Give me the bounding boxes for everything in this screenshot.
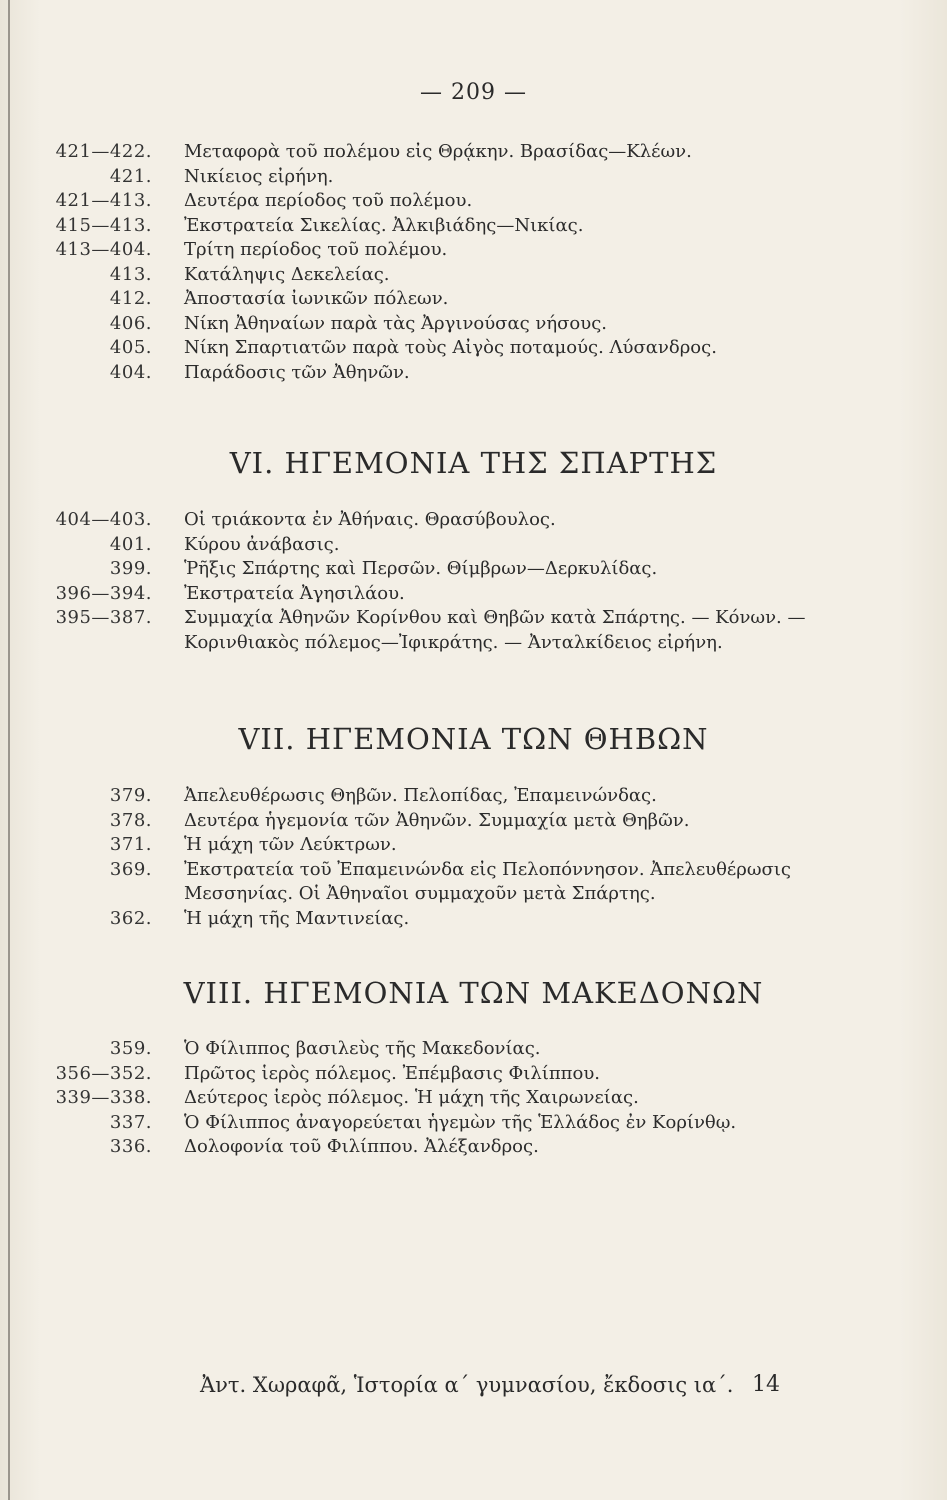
list-item	[40, 858, 900, 907]
entries-section-8	[40, 1037, 900, 1160]
list-item	[40, 784, 900, 809]
entry-year: 421—422.	[55, 141, 152, 162]
page-number: — 209 —	[420, 80, 527, 105]
entry-year: 412.	[109, 288, 152, 309]
section-heading-6: VI. ΗΓΕΜΟΝΙΑ ΤΗΣ ΣΠΑΡΤΗΣ	[229, 446, 718, 480]
list-item	[40, 1037, 900, 1062]
list-item	[40, 606, 900, 655]
list-item	[40, 582, 900, 607]
list-item	[40, 809, 900, 834]
entry-text: Ἀπελευθέρωσις Θηβῶν. Πελοπίδας, Ἐπαμεινώνδας.	[184, 785, 657, 806]
entries-section-7	[40, 784, 900, 931]
list-item	[40, 1062, 900, 1087]
entry-year: 404—403.	[55, 509, 152, 530]
list-item	[40, 238, 900, 263]
entry-year: 395—387.	[55, 607, 152, 628]
entry-year: 379.	[109, 785, 152, 806]
list-item	[40, 336, 900, 361]
footer-citation: Ἀντ. Χωραφᾶ, Ἱστορία α΄ γυμνασίου, ἔκδοσις ια΄.	[200, 1373, 734, 1397]
entry-year: 406.	[109, 312, 152, 334]
entry-text: Ἀποστασία ἰωνικῶν πόλεων.	[184, 288, 449, 309]
entry-year: 415—413.	[55, 214, 152, 236]
list-item	[40, 287, 900, 312]
entry-year: 396—394.	[55, 582, 152, 604]
entry-text: Μεταφορὰ τοῦ πολέμου εἰς Θρᾴκην. Βρασίδας—Κλέων.	[184, 141, 692, 162]
entry-text: Ἐκστρατεία Σικελίας. Ἀλκιβιάδης—Νικίας.	[184, 214, 584, 236]
entry-text: Παράδοσις τῶν Ἀθηνῶν.	[184, 361, 410, 383]
entry-year: 413.	[109, 263, 152, 285]
entry-text: Πρῶτος ἱερὸς πόλεμος. Ἐπέμβασις Φιλίππου.	[184, 1062, 600, 1084]
list-item	[40, 189, 900, 214]
list-item	[40, 263, 900, 288]
entry-year: 378.	[109, 809, 152, 831]
list-item	[40, 907, 900, 932]
entry-text: Ἐκστρατεία Ἀγησιλάου.	[184, 582, 405, 604]
entry-year: 401.	[109, 533, 152, 555]
list-item	[40, 165, 900, 190]
entry-text: Κύρου ἀνάβασις.	[184, 533, 340, 555]
entry-text: Δεύτερος ἱερὸς πόλεμος. Ἡ μάχη τῆς Χαιρωνείας.	[184, 1087, 639, 1108]
entry-text: Νίκη Ἀθηναίων παρὰ τὰς Ἀργινούσας νήσους.	[184, 312, 607, 334]
entry-text: Συμμαχία Ἀθηνῶν Κορίνθου καὶ Θηβῶν κατὰ Σπάρτης. — Κόνων. — Κορινθιακὸς πόλεμος—Ἰφικράτης. — Ἀνταλκίδειος εἰρήνη.	[184, 607, 806, 653]
entry-year: 399.	[109, 558, 152, 579]
entry-text: Τρίτη περίοδος τοῦ πολέμου.	[184, 239, 448, 260]
entry-year: 336.	[109, 1136, 152, 1157]
list-item	[40, 833, 900, 858]
list-item	[40, 361, 900, 386]
entry-year: 359.	[109, 1038, 152, 1059]
entry-text: Ὁ Φίλιππος ἀναγορεύεται ἡγεμὼν τῆς Ἑλλάδος ἐν Κορίνθῳ.	[184, 1111, 737, 1133]
section-heading-8: VIII. ΗΓΕΜΟΝΙΑ ΤΩΝ ΜΑΚΕΔΟΝΩΝ	[183, 976, 764, 1010]
entries-section-5	[40, 140, 900, 385]
list-item	[40, 533, 900, 558]
entry-text: Ἐκστρατεία τοῦ Ἐπαμεινώνδα εἰς Πελοπόννησον. Ἀπελευθέρωσις Μεσσηνίας. Οἱ Ἀθηναῖοι συμμαχοῦν μετὰ Σπάρτης.	[184, 858, 791, 904]
entry-text: Δευτέρα περίοδος τοῦ πολέμου.	[184, 190, 473, 211]
entry-year: 421—413.	[55, 190, 152, 211]
entries-section-6	[40, 508, 900, 655]
entry-text: Ὁ Φίλιππος βασιλεὺς τῆς Μακεδονίας.	[184, 1038, 541, 1059]
entry-text: Κατάληψις Δεκελείας.	[184, 263, 390, 285]
entry-year: 362.	[109, 907, 152, 929]
entry-year: 413—404.	[55, 239, 152, 260]
list-item	[40, 140, 900, 165]
list-item	[40, 557, 900, 582]
entry-year: 339—338.	[55, 1087, 152, 1108]
entry-year: 404.	[109, 361, 152, 383]
entry-text: Νικίειος εἰρήνη.	[184, 165, 334, 187]
list-item	[40, 214, 900, 239]
entry-year: 337.	[109, 1111, 152, 1133]
list-item	[40, 1086, 900, 1111]
entry-text: Οἱ τριάκοντα ἐν Ἀθήναις. Θρασύβουλος.	[184, 509, 556, 530]
entry-year: 356—352.	[55, 1062, 152, 1084]
entry-year: 371.	[109, 834, 152, 855]
entry-year: 421.	[109, 165, 152, 187]
list-item	[40, 1135, 900, 1160]
sheet-number: 14	[752, 1372, 780, 1397]
entry-year: 405.	[109, 337, 152, 358]
list-item	[40, 508, 900, 533]
section-heading-7: VII. ΗΓΕΜΟΝΙΑ ΤΩΝ ΘΗΒΩΝ	[238, 722, 709, 756]
entry-text: Δολοφονία τοῦ Φιλίππου. Ἀλέξανδρος.	[184, 1136, 539, 1157]
entry-text: Ἡ μάχη τῶν Λεύκτρων.	[184, 834, 397, 855]
entry-text: Δευτέρα ἡγεμονία τῶν Ἀθηνῶν. Συμμαχία μετὰ Θηβῶν.	[184, 809, 690, 831]
entry-year: 369.	[109, 858, 152, 880]
entry-text: Νίκη Σπαρτιατῶν παρὰ τοὺς Αἰγὸς ποταμούς. Λύσανδρος.	[184, 337, 717, 358]
entry-text: Ἡ μάχη τῆς Μαντινείας.	[184, 907, 410, 929]
entry-text: Ῥῆξις Σπάρτης καὶ Περσῶν. Θίμβρων—Δερκυλίδας.	[184, 558, 658, 579]
list-item	[40, 312, 900, 337]
list-item	[40, 1111, 900, 1136]
